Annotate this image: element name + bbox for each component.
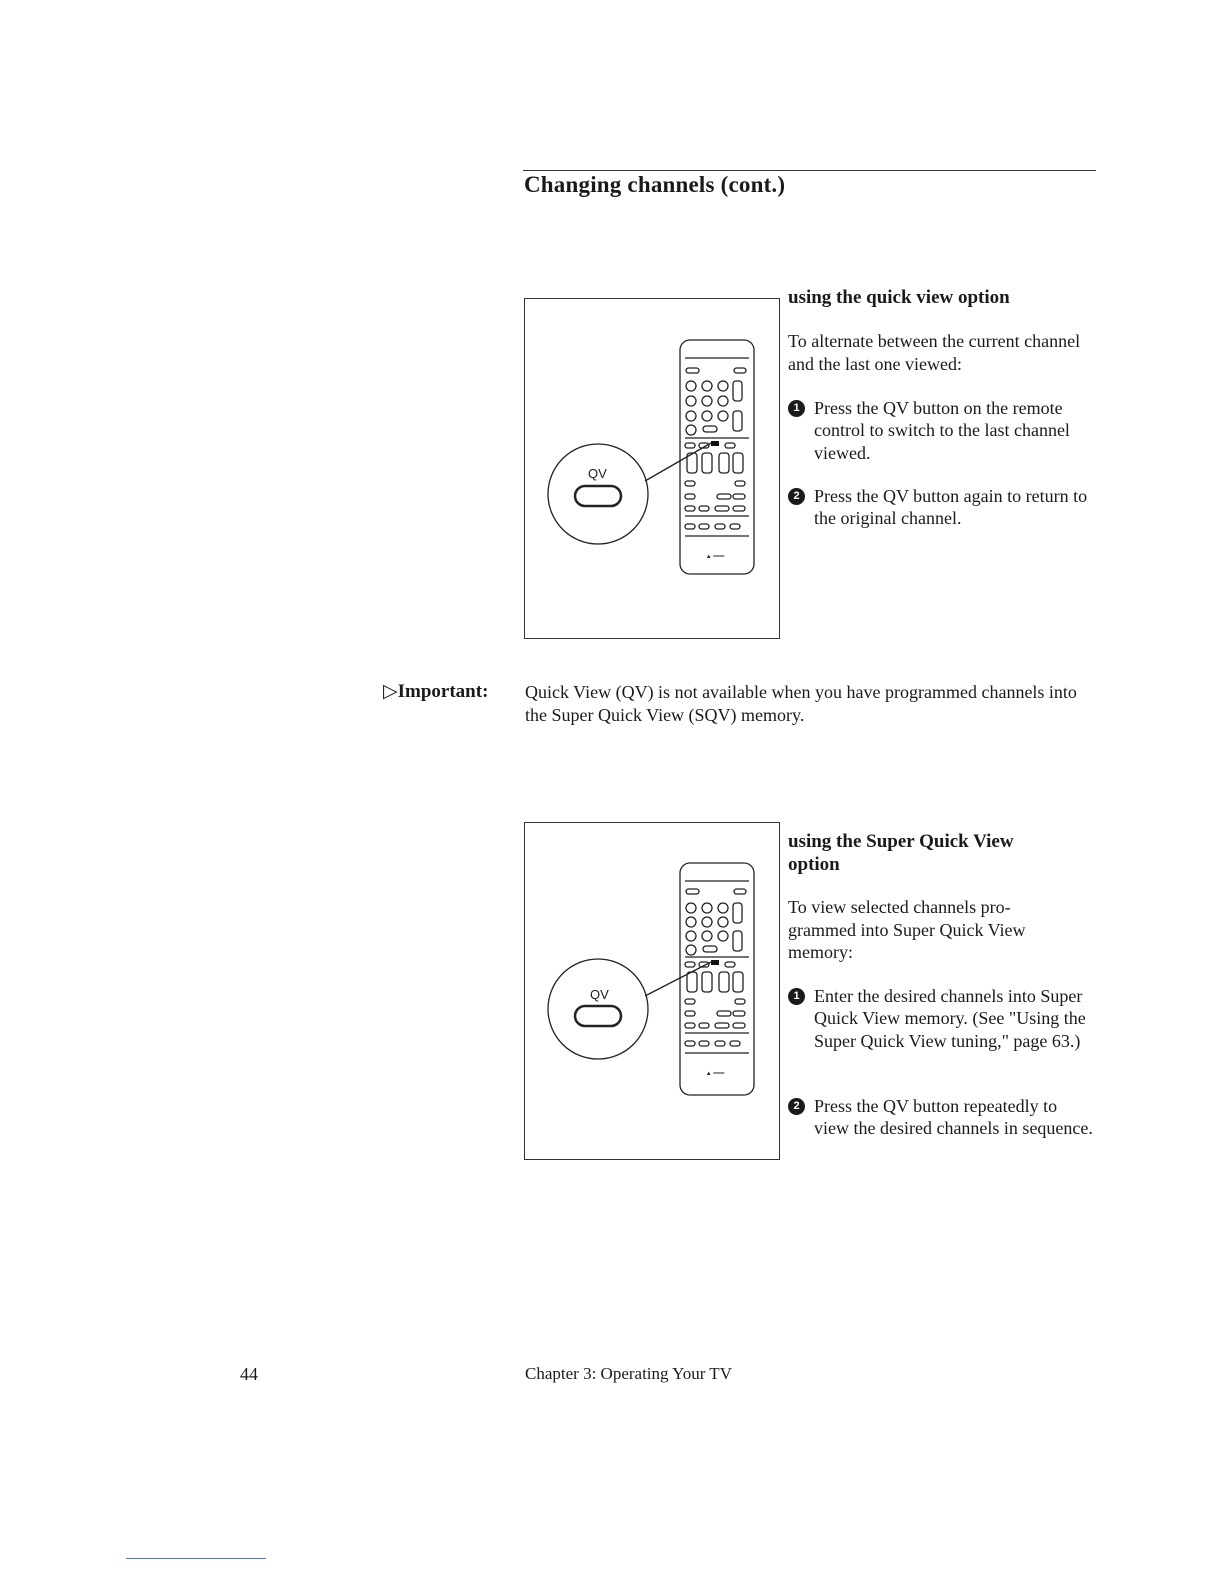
header-rule: [523, 170, 1096, 171]
step-text: Press the QV button again to return to the original channel.: [814, 486, 1088, 529]
important-marker-icon: ▷: [383, 681, 398, 702]
svg-text:▲ ━━━: ▲ ━━━: [705, 1071, 725, 1077]
qv-button-enlarged: [575, 1006, 621, 1026]
svg-text:▲ ━━━: ▲ ━━━: [705, 554, 725, 560]
callout-circle: [548, 444, 648, 544]
callout-circle: [548, 959, 648, 1059]
quick-view-heading: using the quick view option: [788, 287, 1010, 308]
qv-callout-label: QV: [588, 466, 607, 481]
step-number-badge: 2: [788, 488, 805, 505]
remote-control-illustration: [525, 298, 779, 638]
quick-view-figure: [524, 298, 780, 639]
qv-button-enlarged: [575, 486, 621, 506]
super-quick-view-step-2: [788, 1095, 1093, 1165]
step-text: Press the QV button repeatedly to view the desired channels in sequence.: [814, 1096, 1093, 1139]
important-text: Quick View (QV) is not available when you have programmed channels into the Super Quick View (SQV) memory.: [525, 682, 1077, 725]
step-number-badge: 1: [788, 988, 805, 1005]
super-quick-view-figure: [524, 822, 780, 1160]
important-label: ▷Important:: [383, 681, 489, 702]
chapter-footer: Chapter 3: Operating Your TV: [525, 1364, 732, 1383]
qv-callout-label: QV: [590, 987, 609, 1002]
step-number-badge: 1: [788, 400, 805, 417]
step-text: Press the QV button on the remote control to switch to the last channel viewed.: [814, 398, 1070, 463]
remote-control-illustration: [525, 823, 779, 1159]
page-number: 44: [240, 1364, 258, 1384]
super-quick-view-step-1: [788, 985, 1088, 1077]
page-title: Changing channels (cont.): [524, 172, 786, 197]
step-number-badge: 2: [788, 1098, 805, 1115]
super-quick-view-intro: To view selected channels pro-grammed into Super Quick View memory:: [788, 897, 1026, 962]
quick-view-step-2: [788, 485, 1088, 533]
super-quick-view-heading: using the Super Quick View option: [788, 831, 1014, 875]
quick-view-step-1: [788, 397, 1088, 467]
bottom-rule: [126, 1558, 266, 1559]
step-text: Enter the desired channels into Super Quick View memory. (See "Using the Super Quick View tuning," page 63.): [814, 986, 1086, 1051]
quick-view-intro: To alternate between the current channel and the last one viewed:: [788, 331, 1081, 374]
